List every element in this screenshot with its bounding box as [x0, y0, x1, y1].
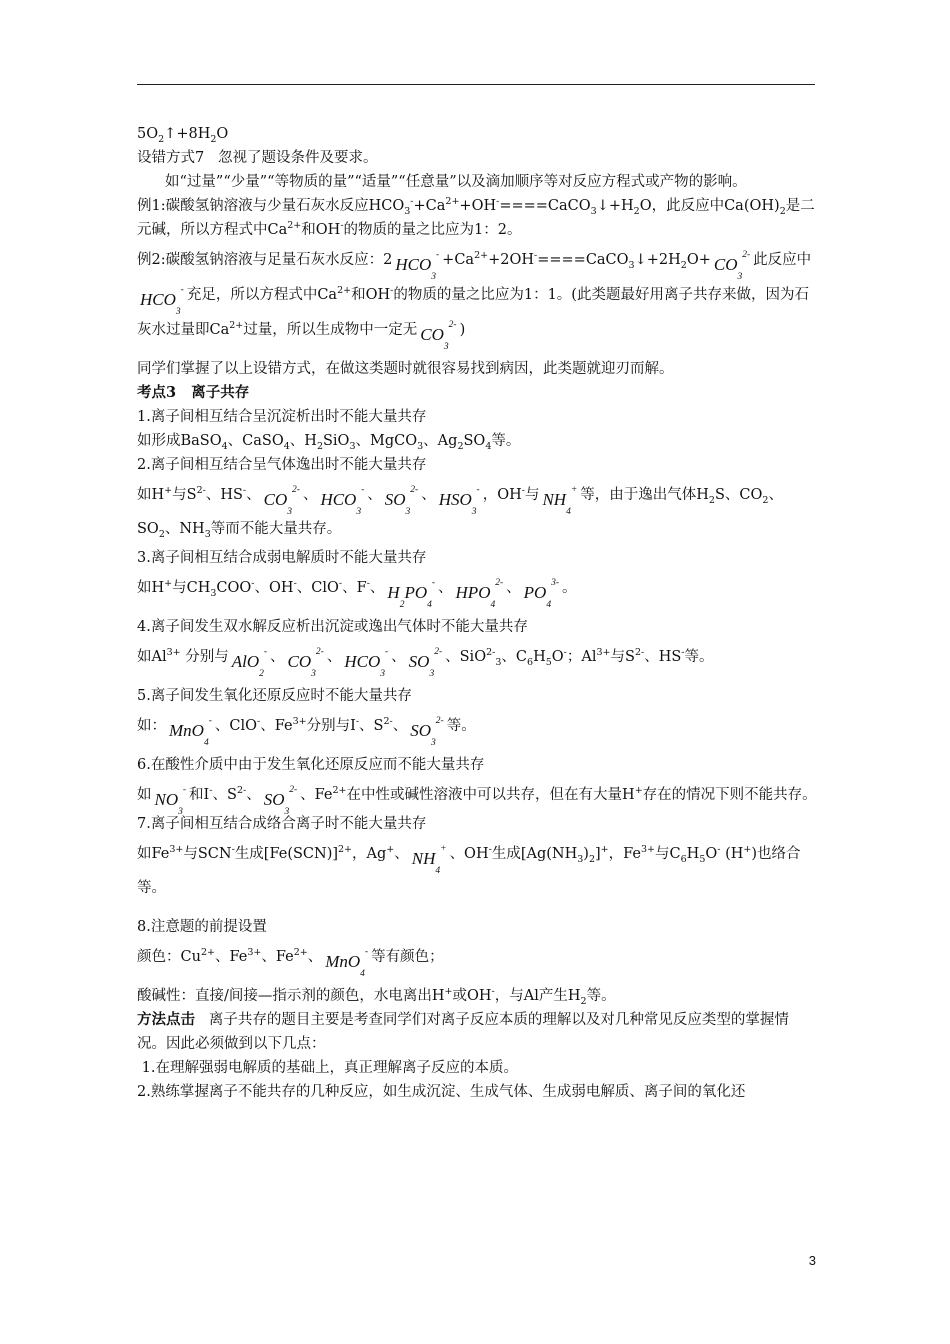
line-6: 同学们掌握了以上设错方式，在做这类题时就很容易找到病因，此类题就迎刃而解。: [137, 361, 674, 377]
line-5: 例2:碳酸氢钠溶液与足量石灰水反应：2 $HCO_3^-$ $+Ca^{2+}+2OH^-====CaCO_3↓+2H_2O+ CO_3^{2-}$ 此反应中$HCO_3^-$ 充足，所以方程式中$Ca^{2+}$和OH-的物质的量之比应为1：1。(此类题最好用离子共存来做，因为石灰水过量即$Ca^{2+}$过量，所以生成物中一定无 $CO_3^{2-}$ ): [137, 250, 812, 353]
header-rule: [137, 84, 815, 85]
line-13: 如H+与$CH_3COO^-$、OH-、ClO-、F-、 $H_2PO_4^-$ 、 $HPO_4^{2-}$ 、 $PO_4^{3-}$ 。: [137, 578, 577, 611]
line-20: 7.离子间相互结合成络合离子时不能大量共存: [137, 816, 427, 832]
line-1: $5O_2↑+8H_2O$: [137, 126, 229, 145]
line-22: 8.注意题的前提设置: [137, 919, 267, 935]
line-8: 1.离子间相互结合呈沉淀析出时不能大量共存: [137, 409, 427, 425]
line-14: 4.离子间发生双水解反应析出沉淀或逸出气体时不能大量共存: [137, 619, 528, 635]
line-19: 如 $NO_3^-$ 和I-、$S^{2-}$、 $SO_3^{2-}$ 、$Fe^{2+}$在中性或碱性溶液中可以共存，但在有大量H+存在的情况下则不能共存。: [137, 785, 817, 818]
line-16: 5.离子间发生氧化还原反应时不能大量共存: [137, 688, 412, 704]
line-25: 方法点击 离子共存的题目主要是考查同学们对离子反应本质的理解以及对几种常见反应类型的掌握情况。因此必须做到以下几点：: [137, 1011, 789, 1052]
line-26: 1.在理解强弱电解质的基础上，真正理解离子反应的本质。: [137, 1060, 518, 1076]
line-3: 如“过量”“少量”“等物质的量”“适量”“任意量”以及滴加顺序等对反应方程式或产物的影响。: [165, 174, 747, 190]
line-15: 如$Al^{3+}$ 分别与 AlO$_2$- 、 $CO_3^{2-}$ 、 $HCO_3^-$ 、 $SO_3^{2-}$ 、SiO$^{2-}_3$、$C_6H_5O^-$；$Al^{3+}$与$S^{2-}$、HS-等。: [137, 647, 714, 680]
line-21: 如$Fe^{3+}$与SCN-生成$[Fe(SCN)]^{2+}$，Ag+、 $NH_4^+$ 、OH-生成$[Ag(NH_3)_2]^+$，$Fe^{3+}$与$C_6H_5O^-$ (H+)也络合等。: [137, 844, 801, 896]
line-4: 例1:碳酸氢钠溶液与少量石灰水反应$HCO_3^-+Ca^{2+}+OH^-====CaCO_3↓+H_2O$，此反应中$Ca(OH)_2$是二元碱，所以方程式中$Ca^{2+}$和OH-的物质的量之比应为1：2。: [137, 196, 815, 238]
line-12: 3.离子间相互结合成弱电解质时不能大量共存: [137, 550, 427, 566]
section-heading: 考点3 离子共存: [137, 384, 250, 401]
page-number: 3: [808, 1253, 816, 1268]
document-body: [137, 122, 817, 1104]
line-18: 6.在酸性介质中由于发生氧化还原反应而不能大量共存: [137, 757, 485, 773]
line-2: 设错方式7 忽视了题设条件及要求。: [137, 150, 378, 166]
line-24: 酸碱性：直接/间接—指示剂的颜色，水电离出H+或OH-，与Al产生$H_2$等。: [137, 986, 616, 1007]
line-27: 2.熟练掌握离子不能共存的几种反应，如生成沉淀、生成气体、生成弱电解质、离子间的氧化还: [137, 1084, 746, 1100]
line-23: 颜色：$Cu^{2+}$、$Fe^{3+}$、$Fe^{2+}$、 MnO$_4$- 等有颜色；: [137, 947, 444, 980]
line-11: 如H+与$S^{2-}$、HS-、 $CO_3^{2-}$ 、 $HCO_3^-$ 、 $SO_3^{2-}$ 、 $HSO_3^-$ ，OH-与 $NH_4^+$ 等，由于逸出气体$H_2S$、$CO_2$、$SO_2$、$NH_3$等而不能大量共存。: [137, 485, 783, 540]
line-9: 如形成BaSO$_4$、CaSO$_4$、$H_2SiO_3$、MgCO$_3$、$Ag_2SO_4$等。: [137, 433, 521, 452]
line-10: 2.离子间相互结合呈气体逸出时不能大量共存: [137, 457, 427, 473]
line-17: 如： MnO$_4$- 、ClO-、$Fe^{3+}$分别与I-、$S^{2-}$、 $SO_3^{2-}$ 等。: [137, 716, 476, 749]
